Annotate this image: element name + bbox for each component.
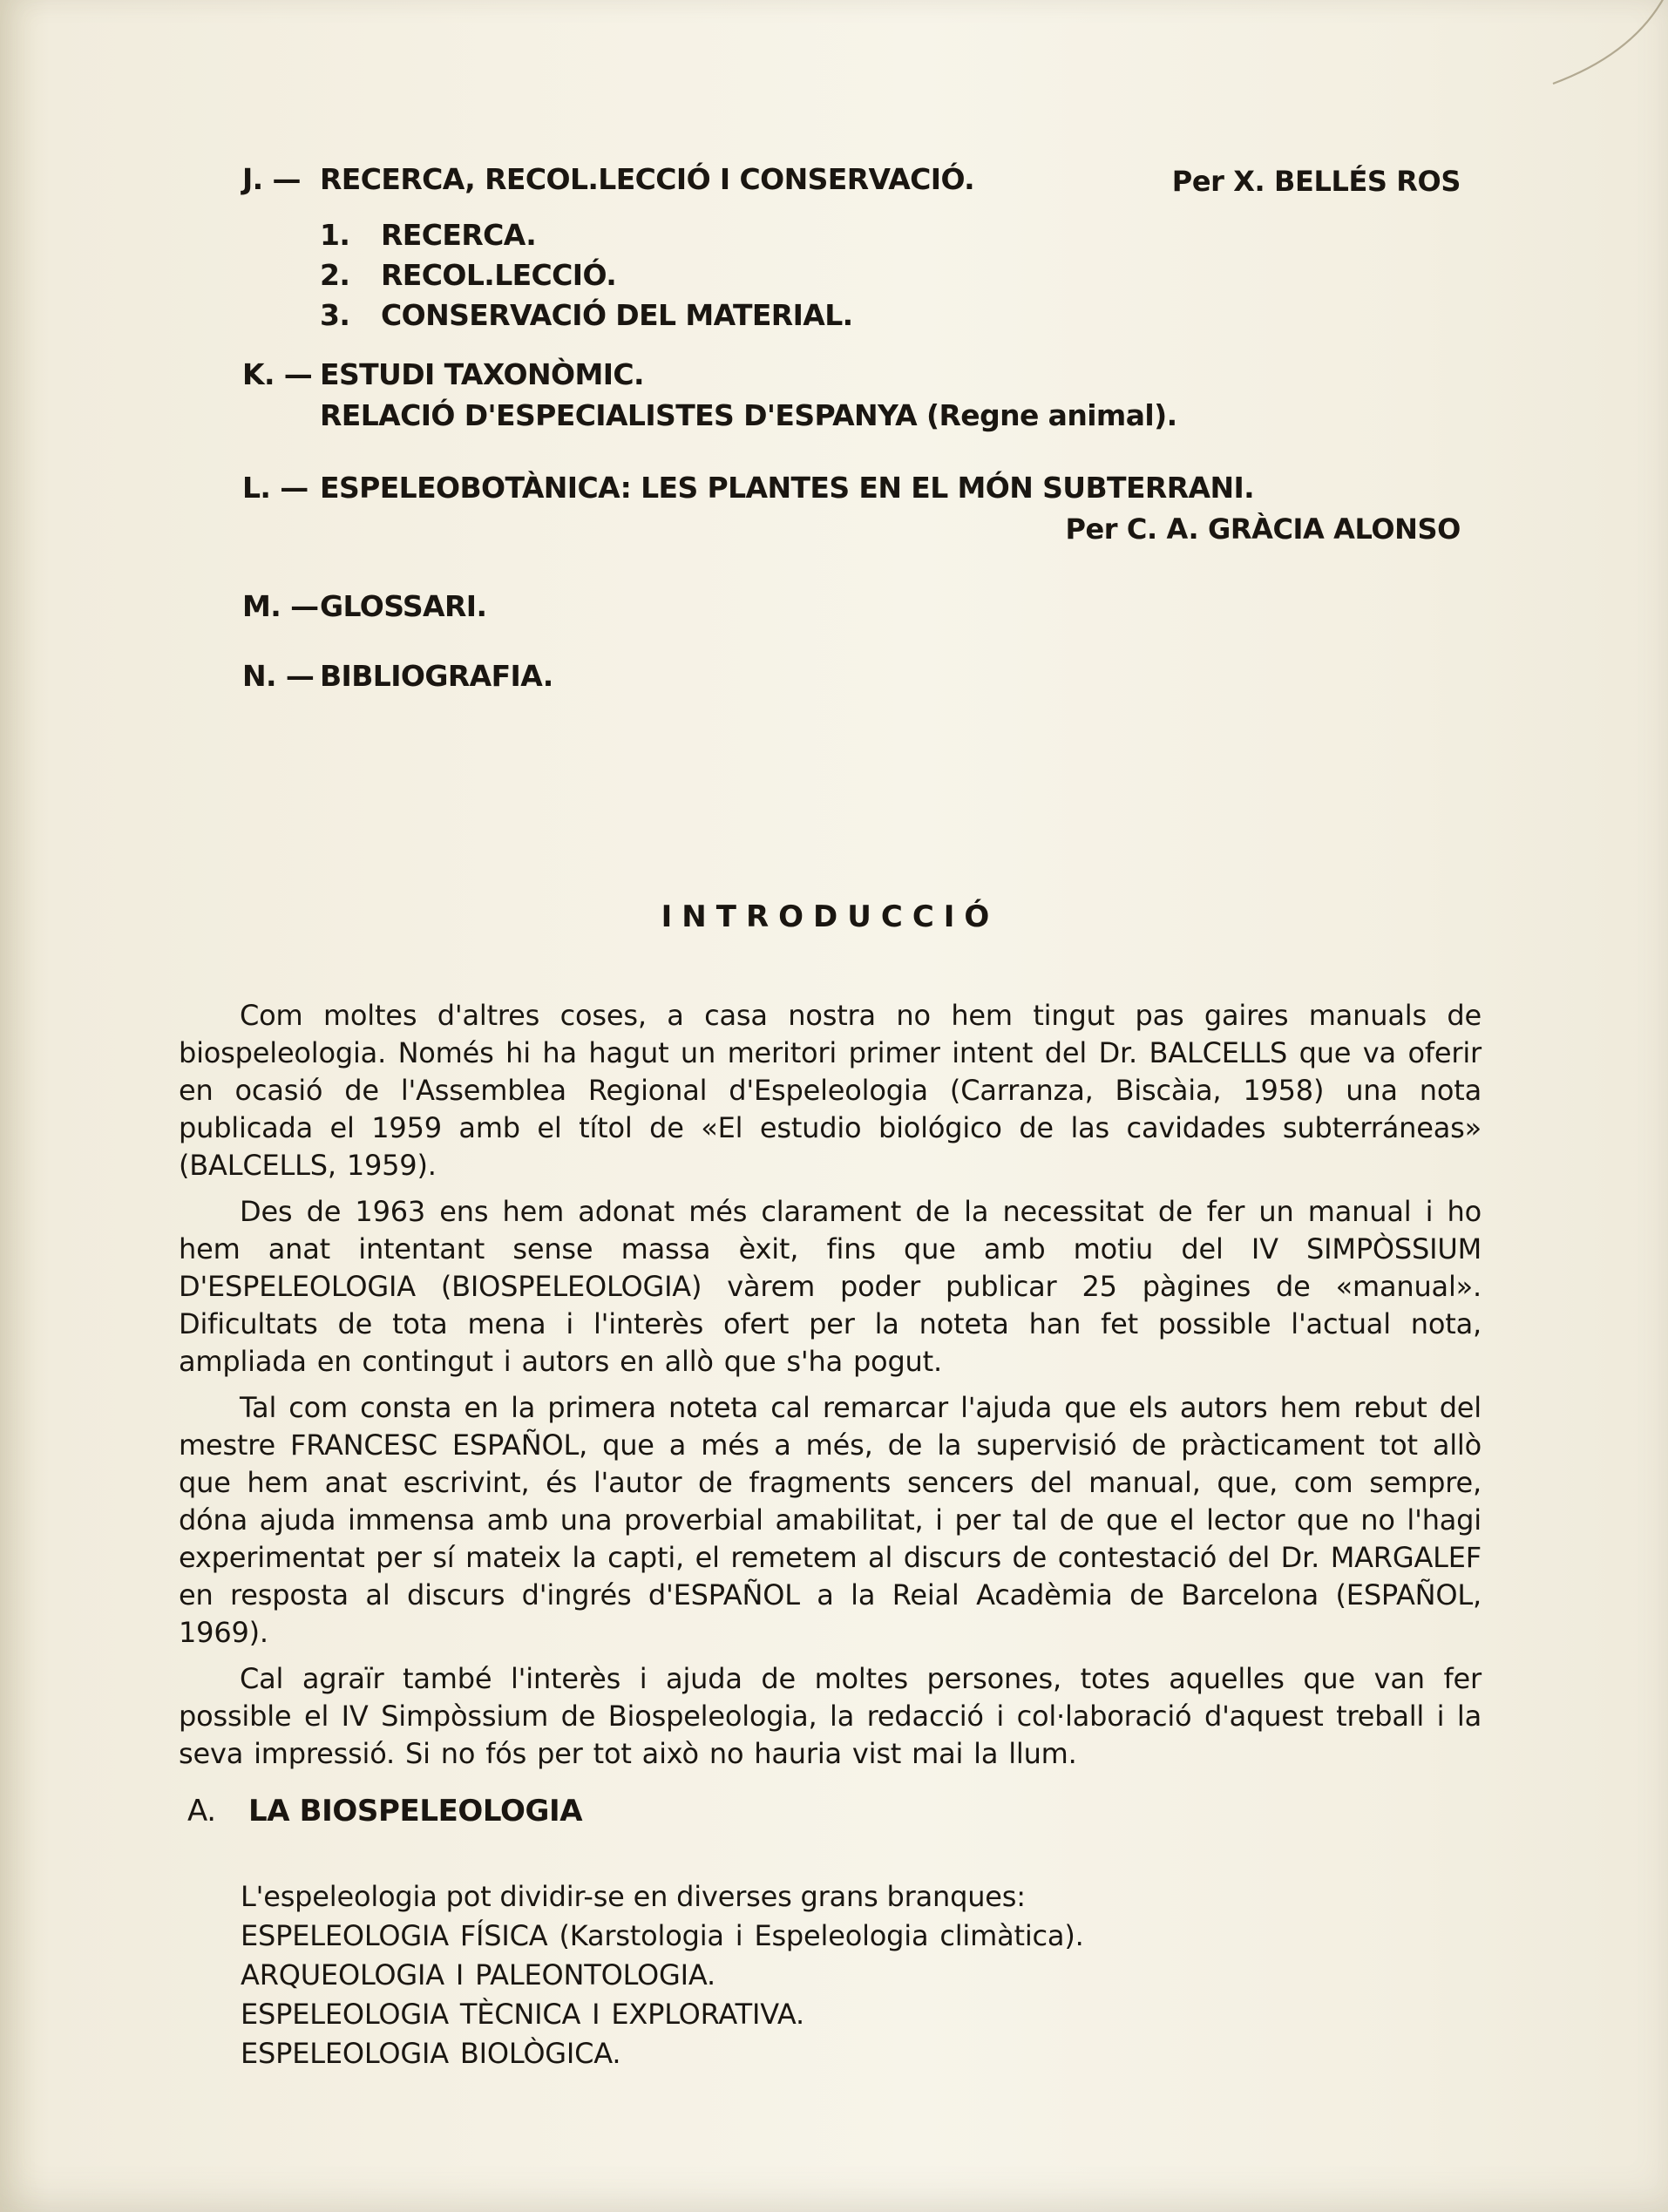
toc-subitems-j [320, 215, 853, 336]
page-crease-mark [1494, 0, 1668, 113]
intro-paragraph-3: Tal com consta en la primera noteta cal remarcar l'ajuda que els autors hem rebut del mestre FRANCESC ESPAÑOL, que a més a més, de la supervisió de pràcticament tot allò que hem anat escrivint, és l'autor de fragments sencers del manual, que, com sempre, dóna ajuda immensa amb una proverbial amabilitat, i per tal de que el lector que no l'hagi experimentat per sí mateix la capti, el remetem al discurs de contestació del Dr. MARGALEF en resposta al discurs d'ingrés d'ESPAÑOL a la Reial Acadèmia de Barcelona (ESPAÑOL, 1969). [179, 1391, 1482, 1649]
toc-subitem-3-number: 3. [320, 298, 350, 332]
branch-line-4: ESPELEOLOGIA BIOLÒGICA. [241, 2037, 621, 2070]
toc-subitem-1 [320, 215, 853, 255]
branch-line-1: ESPELEOLOGIA FÍSICA (Karstologia i Espeleologia climàtica). [241, 1919, 1084, 1952]
toc-letter-m: M. — [242, 589, 319, 623]
section-a-heading [179, 1794, 1482, 1829]
toc-title-l: ESPELEOBOTÀNICA: LES PLANTES EN EL MÓN SUBTERRANI. [320, 471, 1255, 505]
section-a-letter: A. [187, 1794, 216, 1829]
toc-item-n [242, 659, 1488, 693]
toc-subitem-2 [320, 255, 853, 295]
toc-byline-j: Per X. BELLÉS ROS [1171, 165, 1461, 198]
toc-subitem-2-label: RECOL.LECCIÓ. [381, 258, 617, 292]
introduction-heading: INTRODUCCIÓ [661, 899, 1000, 934]
branch-line-3: ESPELEOLOGIA TÈCNICA I EXPLORATIVA. [241, 1998, 804, 2031]
toc-item-k [242, 357, 1488, 391]
toc-title-k: ESTUDI TAXONÒMIC. [320, 357, 644, 391]
toc-item-m [242, 589, 1488, 623]
toc-subitem-2-number: 2. [320, 258, 350, 292]
intro-paragraph-1: Com moltes d'altres coses, a casa nostra no hem tingut pas gaires manuals de biospeleologia. Només hi ha hagut un meritori primer intent del Dr. BALCELLS que va oferir en ocasió de l'Assemblea Regional d'Espeleologia (Carranza, Biscàia, 1958) una nota publicada el 1959 amb el títol de «El estudio biológico de las cavidades subterráneas» (BALCELLS, 1959). [179, 999, 1482, 1182]
toc-item-l [242, 471, 1488, 505]
toc-title-j: RECERCA, RECOL.LECCIÓ I CONSERVACIÓ. [320, 162, 975, 196]
toc-subitem-1-label: RECERCA. [381, 218, 537, 252]
toc-subtitle-k: RELACIÓ D'ESPECIALISTES D'ESPANYA (Regne animal). [320, 398, 1177, 432]
toc-letter-k: K. — [242, 357, 313, 391]
intro-paragraph-2: Des de 1963 ens hem adonat més clarament de la necessitat de fer un manual i ho hem anat intentant sense massa èxit, fins que amb motiu del IV SIMPÒSSIUM D'ESPELEOLOGIA (BIOSPELEOLOGIA) vàrem poder publicar 25 pàgines de «manual». Dificultats de tota mena i l'interès ofert per la noteta han fet possible l'actual nota, ampliada en contingut i autors en allò que s'ha pogut. [179, 1195, 1482, 1378]
section-a-title: LA BIOSPELEOLOGIA [248, 1794, 583, 1829]
branch-line-2: ARQUEOLOGIA I PALEONTOLOGIA. [241, 1958, 715, 1991]
toc-subitem-1-number: 1. [320, 218, 350, 252]
toc-byline-l: Per C. A. GRÀCIA ALONSO [1065, 512, 1461, 546]
intro-paragraph-4: Cal agraïr també l'interès i ajuda de moltes persones, totes aquelles que van fer possible el IV Simpòssium de Biospeleologia, la redacció i col·laboració d'aquest treball i la seva impressió. Si no fós per tot això no hauria vist mai la llum. [179, 1662, 1482, 1770]
toc-subitem-3 [320, 295, 853, 336]
toc-letter-j: J. — [242, 162, 301, 196]
branch-list-intro: L'espeleologia pot dividir-se en diverses grans branques: [241, 1880, 1026, 1913]
toc-letter-n: N. — [242, 659, 315, 693]
toc-subitem-3-label: CONSERVACIÓ DEL MATERIAL. [381, 298, 853, 332]
branch-list [241, 1877, 1482, 2073]
toc-title-n: BIBLIOGRAFIA. [320, 659, 553, 693]
toc-letter-l: L. — [242, 471, 309, 505]
document-body [179, 899, 1482, 2073]
toc-title-m: GLOSSARI. [320, 589, 487, 623]
